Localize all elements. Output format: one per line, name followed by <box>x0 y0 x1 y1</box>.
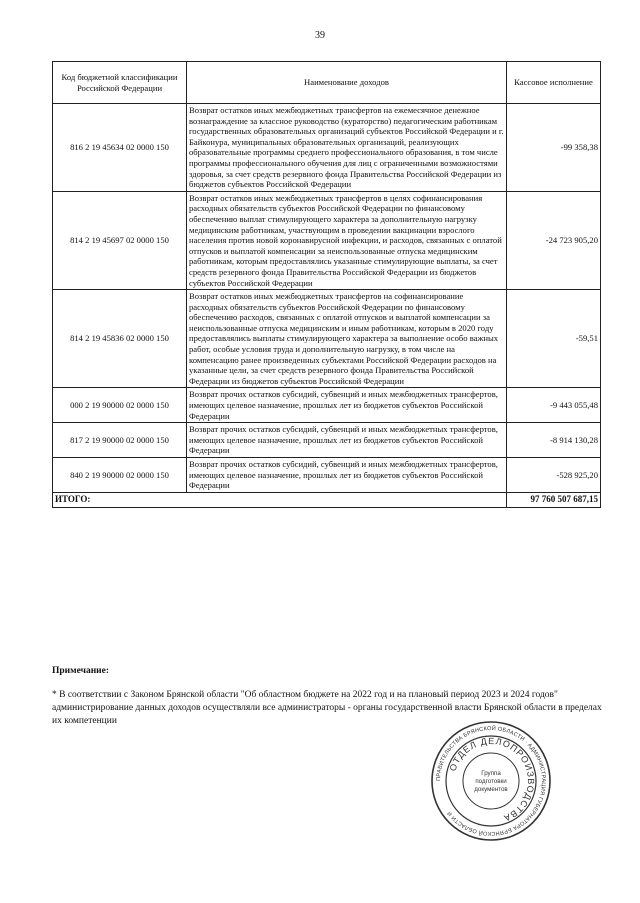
note-title: Примечание: <box>52 666 110 676</box>
header-amount: Кассовое исполнение <box>507 62 601 104</box>
row-code: 814 2 19 45836 02 0000 150 <box>53 290 187 388</box>
row-amount: -8 914 130,28 <box>507 423 601 458</box>
row-amount: -9 443 055,48 <box>507 388 601 423</box>
row-name: Возврат прочих остатков субсидий, субвенций и иных межбюджетных трансфертов, имеющих целевое назначение, прошлых лет из бюджетов субъектов Российской Федерации <box>187 458 507 493</box>
stamp-inner-text: ОТДЕЛ ДЕЛОПРОИЗВОДСТВА <box>447 735 537 824</box>
row-code: 816 2 19 45634 02 0000 150 <box>53 104 187 192</box>
row-name: Возврат остатков иных межбюджетных трансфертов в целях софинансирования расходных обязательств субъектов Российской Федерации по финансовому обеспечению выплат стимулирующего характера за дополнительную нагрузку медицинским работникам, участвующим в проведении вакцинации взрослого населения против новой коронавирусной инфекции, и расходов, связанных с оплатой отпусков и выплатой компенсации за неиспользованные отпуска медицинским работникам, которым предоставлялись указанные стимулирующие выплаты, за счет средств резервного фонда Правительства Российской Федерации из бюджетов субъектов Российской Федерации <box>187 191 507 289</box>
table-row <box>53 388 601 423</box>
row-name: Возврат прочих остатков субсидий, субвенций и иных межбюджетных трансфертов, имеющих целевое назначение, прошлых лет из бюджетов субъектов Российской Федерации <box>187 423 507 458</box>
row-amount: -24 723 905,20 <box>507 191 601 289</box>
row-code: 814 2 19 45697 02 0000 150 <box>53 191 187 289</box>
row-code: 000 2 19 90000 02 0000 150 <box>53 388 187 423</box>
stamp-center-line-3: документов <box>474 786 508 793</box>
stamp-center-line-2: подготовки <box>475 778 507 785</box>
row-amount: -59,51 <box>507 290 601 388</box>
header-name: Наименование доходов <box>187 62 507 104</box>
table-header-row <box>53 62 601 104</box>
budget-table <box>52 61 601 508</box>
stamp-center-line-1: Группа <box>481 770 501 777</box>
table-row <box>53 290 601 388</box>
office-stamp <box>430 720 552 842</box>
row-amount: -528 925,20 <box>507 458 601 493</box>
page-number: 39 <box>315 30 325 41</box>
row-name: Возврат остатков иных межбюджетных трансфертов на ежемесячное денежное вознаграждение за классное руководство (кураторство) педагогическим работникам государственных образовательных организаций субъектов Российской Федерации и г. Байконура, муниципальных образовательных организаций, реализующих образовательные программы среднего профессионального образования, в том числе программы профессионального обучения для лиц с ограниченными возможностями здоровья, за счет средств резервного фонда Правительства Российской Федерации из бюджетов субъектов Российской Федерации <box>187 104 507 192</box>
total-row <box>53 492 601 507</box>
row-code: 840 2 19 90000 02 0000 150 <box>53 458 187 493</box>
row-amount: -99 358,38 <box>507 104 601 192</box>
row-name: Возврат остатков иных межбюджетных трансфертов на софинансирование расходных обязательств субъектов Российской Федерации по финансовому обеспечению расходов, связанных с оплатой отпусков и выплатой компенсации за неиспользованные отпуска медицинским и иным работникам, которым в 2020 году предоставлялись выплаты стимулирующего характера за выполнение особо важных работ, особые условия труда и дополнительную нагрузку, в том числе на компенсацию ранее произведенных субъектами Российской Федерации расходов на указанные цели, за счет средств резервного фонда Правительства Российской Федерации из бюджетов субъектов Российской Федерации <box>187 290 507 388</box>
table-row <box>53 423 601 458</box>
row-name: Возврат прочих остатков субсидий, субвенций и иных межбюджетных трансфертов, имеющих целевое назначение, прошлых лет из бюджетов субъектов Российской Федерации <box>187 388 507 423</box>
header-code: Код бюджетной классификации Российской Федерации <box>53 62 187 104</box>
table-row <box>53 191 601 289</box>
table-row <box>53 458 601 493</box>
note-text: * В соответствии с Законом Брянской области "Об областном бюджете на 2022 год и на плановый период 2023 и 2024 годов" администрирование данных доходов осуществляли все администраторы - органы государственной власти Брянской области в пределах их компетенции <box>52 690 602 726</box>
table-row <box>53 104 601 192</box>
total-amount: 97 760 507 687,15 <box>507 492 601 507</box>
row-code: 817 2 19 90000 02 0000 150 <box>53 423 187 458</box>
total-label: ИТОГО: <box>53 492 507 507</box>
stamp-outer-text: ПРАВИТЕЛЬСТВА БРЯНСКОЙ ОБЛАСТИ · АДМИНИСТРАЦИЯ ГУБЕРНАТОРА БРЯНСКОЙ ОБЛАСТИ И <box>435 725 547 837</box>
